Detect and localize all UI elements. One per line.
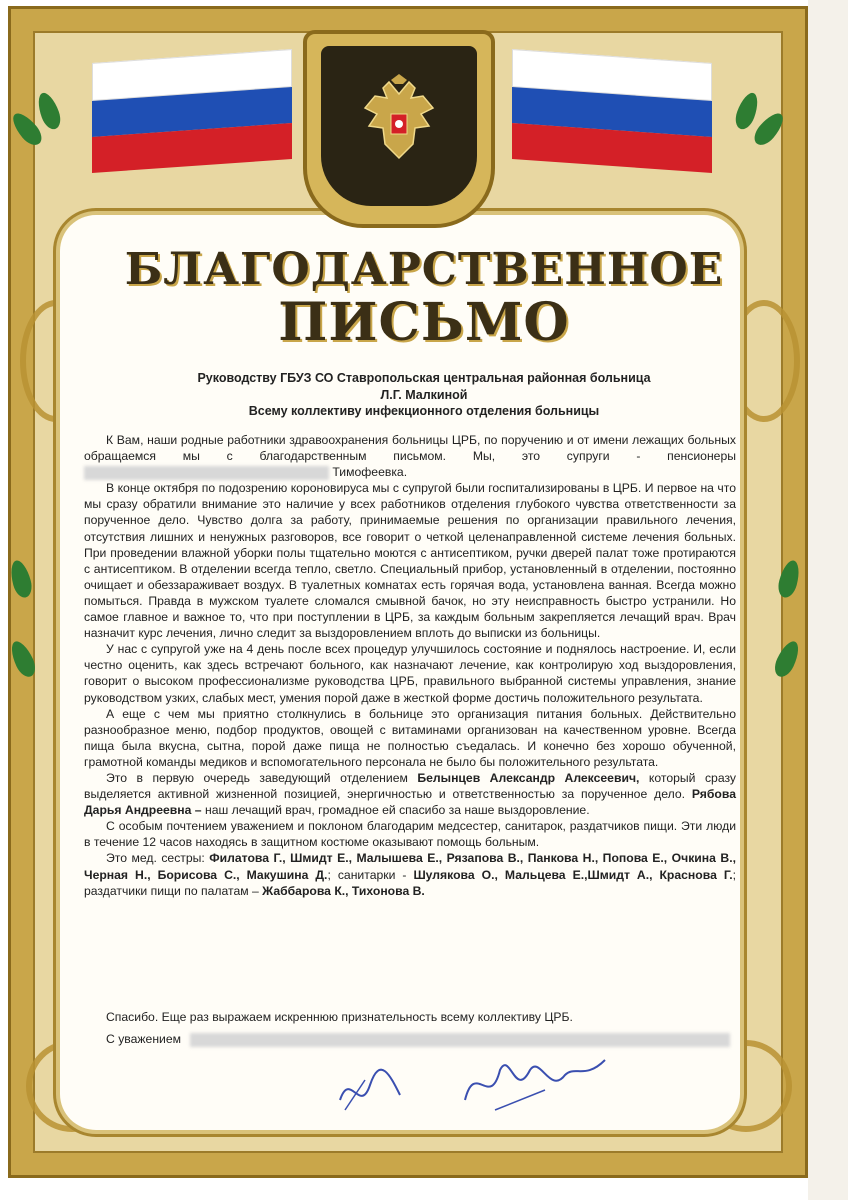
closing-regards: С уважением bbox=[106, 1032, 746, 1047]
letter-title-line2: ПИСЬМО bbox=[278, 292, 570, 353]
food-servers-list: Жаббарова К., Тихонова В. bbox=[262, 883, 425, 898]
paragraph-7: Это мед. сестры: Филатова Г., Шмидт Е., Малышева Е., Рязапова В., Панкова Н., Попова Е., Очкина В., Черная Н., Борисова С., Макушина Д.; санитарки - Шулякова О., Мальцева Е.,Шмидт А., Краснова Г.; раздатчики пищи по палатам – Жаббарова К., Тихонова В. bbox=[84, 851, 737, 898]
paragraph-6: С особым почтением уважением и поклоном благодарим медсестер, санитарок, раздатчиков пищи. Эти люди в течение 12 часов находясь в защитном костюме оказывают помощь больным. bbox=[84, 819, 736, 850]
letter-body bbox=[84, 432, 736, 899]
signature-2 bbox=[455, 1040, 615, 1120]
recipient-line1: Руководству ГБУЗ СО Ставропольская центральная районная больница bbox=[197, 371, 651, 385]
coat-of-arms bbox=[303, 30, 495, 228]
double-headed-eagle-icon bbox=[361, 74, 437, 174]
recipient-line3: Всему коллективу инфекционного отделения больницы bbox=[248, 404, 600, 418]
russian-flag-left bbox=[92, 49, 292, 171]
recipient-block bbox=[0, 370, 848, 420]
paragraph-4: А еще с чем мы приятно столкнулись в больнице это организация питания больных. Действительно разнообразное меню, подбор продуктов, овощей с витаминами организован на качественном уровне. Всегда пища была вкусна, сытна, порой даже пища не полностью съедалась. И конечно без хорошо обученной, грамотной команды медиков и вспомогательного персонала не было бы положительного результата. bbox=[84, 706, 736, 769]
letter-title-line1: БЛАГОДАРСТВЕННОЕ bbox=[124, 244, 724, 295]
signature-1 bbox=[330, 1060, 410, 1120]
closing-thanks: Спасибо. Еще раз выражаем искреннюю признательность всему коллективу ЦРБ. bbox=[106, 1010, 573, 1024]
nurses-list: Филатова Г., Шмидт Е., Малышева Е., Рязапова В., Панкова Н., Попова Е., Очкина В., Черная Н., Борисова С., Макушина Д. bbox=[84, 851, 736, 882]
paragraph-1: К Вам, наши родные работники здравоохранения больницы ЦРБ, по поручению и от имени лежащих больных обращаемся мы с благодарственным письмом. Мы, это супруги - пенсионеры Тимофеевка. bbox=[84, 433, 736, 480]
paragraph-3: У нас с супругой уже на 4 день после всех процедур улучшилось состояние и поднялось настроение. И, если честно оценить, как здесь встречают больного, как назначают лечение, как контролирую ход выздоровления, говорит о высоком профессионализме руководства ЦРБ, правильного выбранной системы управления, знание руководством узких, слабых мест, умения порой даже в жесткой форме достичь положительного результата. bbox=[84, 642, 736, 705]
paragraph-5: Это в первую очередь заведующий отделением Белынцев Александр Алексеевич, который сразу выделяется активной жизненной позицией, энергичностью и ответственностью за порученное дело. Рябова Дарья Андреевна – наш лечащий врач, громадное ей спасибо за наше выздоровление. bbox=[84, 770, 736, 818]
orderlies-list: Шулякова О., Мальцева Е.,Шмидт А., Краснова Г. bbox=[413, 867, 733, 882]
scan-edge bbox=[808, 0, 848, 1200]
attending-doctor-name: Рябова Дарья Андреевна – bbox=[84, 787, 736, 818]
paragraph-2: В конце октября по подозрению короновируса мы с супругой были госпитализированы в ЦРБ. И первое на что мы сразу обратили внимание это наличие у всех работников отделения глубокого чувства ответственности за порученное дело. Чувство долга за работу, принимаемые решения по организации правильного лечения, отсутствия лишних и ненужных разговоров, все говорит о четкой целенаправленной системе лечения больных. При проведении влажной уборки полы тщательно моются с антисептиком, ручки дверей палат тоже протираются с антисептиком. В отделении всегда тепло, светло. Специальный прибор, установленный в отделении, постоянно очищает и обеззараживает воздух. В туалетных комнатах есть горячая вода, установлена ванная. Всегда можно помыться. Правда в мужском туалете сломался смывной бачок, но эту неисправность быстро устранили. Но самое главное и важное то, что при поступлении в ЦРБ, за каждым больным закрепляется лечащий врач. Врач назначит курс лечения, лично следит за выздоровлением вплоть до выписки из больницы. bbox=[84, 481, 736, 641]
head-of-department-name: Белынцев Александр Алексеевич, bbox=[417, 770, 640, 785]
recipient-line2: Л.Г. Малкиной bbox=[380, 387, 468, 402]
russian-flag-right bbox=[512, 49, 712, 171]
redacted-names bbox=[84, 466, 329, 480]
